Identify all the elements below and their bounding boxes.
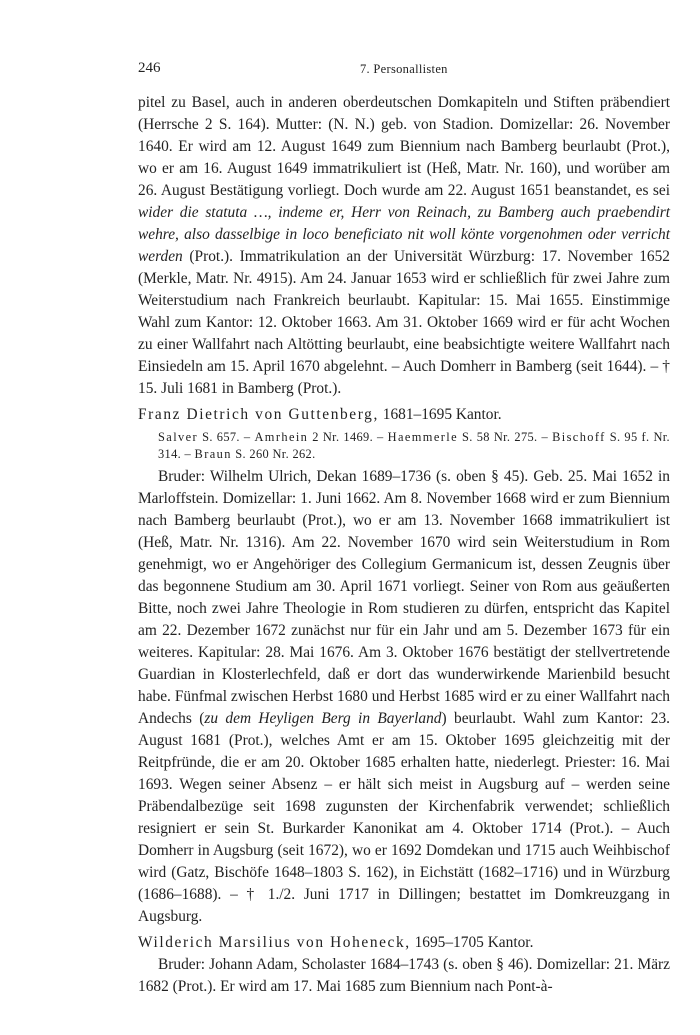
quoted-text: zu dem Heyligen Berg in Bayerland bbox=[204, 710, 442, 727]
lit-author: Amrhein bbox=[254, 430, 309, 444]
lit-author: Braun bbox=[194, 447, 232, 461]
entry-guttenberg-paragraph bbox=[138, 466, 670, 928]
lit-ref: S. 260 Nr. 262. bbox=[231, 447, 316, 461]
entry-title: 1695–1705 Kantor. bbox=[410, 934, 534, 951]
literature-references bbox=[138, 429, 670, 463]
lit-author: Haemmerle bbox=[387, 430, 459, 444]
lit-author: Bischoff bbox=[552, 430, 606, 444]
main-text bbox=[138, 92, 670, 998]
entry-name: Wilderich Marsilius von Hoheneck, bbox=[138, 934, 411, 951]
lit-ref: S. 95 f. Nr. 314. – bbox=[158, 430, 671, 461]
quoted-text: wider die statuta …, indeme er, Herr von Reinach, zu Bamberg auch praebendirt wehre, also dasselbige in loco beneficiato nit woll könte vorgenohmen oder verricht werden bbox=[138, 204, 670, 265]
entry-title: 1681–1695 Kantor. bbox=[378, 406, 502, 423]
lit-ref: 2 Nr. 1469. – bbox=[308, 430, 388, 444]
lit-ref: S. 657. – bbox=[198, 430, 255, 444]
running-head: 7. Personallisten bbox=[360, 62, 448, 76]
entry-name: Franz Dietrich von Guttenberg, bbox=[138, 406, 379, 423]
lit-author: Salver bbox=[158, 430, 199, 444]
paragraph-text: ) beurlaubt. Wahl zum Kantor: 23. August 1681 (Prot.), welches Amt er am 15. Oktober 1695 gleichzeitig mit der Reitpfründe, die er am 20. Oktober 1685 erhalten hatte, niederlegt. Priester: 16. Mai 1693. Wegen seiner Absenz – er hält sich meist in Augsburg auf – werden seine Präbendalbezüge seit 1698 zugunsten der Kirchenfabrik verwendet; schließlich resigniert er sein St. Burkarder Kanonikat am 4. Oktober 1714 (Prot.). – Auch Domherr in Augsburg (seit 1672), wo er 1692 Domdekan und 1715 auch Weihbischof wird (Gatz, Bischöfe 1648–1803 S. 162), in Eichstätt (1682–1716) und in Würzburg (1686–1688). – † 1./2. Juni 1717 in Dillingen; bestattet im Domkreuzgang in Augsburg. bbox=[138, 710, 671, 925]
entry-hoheneck-paragraph: Bruder: Johann Adam, Scholaster 1684–1743 (s. oben § 46). Domizellar: 21. März 1682 (Prot.). Er wird am 17. Mai 1685 zum Biennium nach Pont-à- bbox=[138, 956, 670, 995]
lit-ref: S. 58 Nr. 275. – bbox=[458, 430, 553, 444]
entry-reinach-paragraph bbox=[138, 92, 670, 400]
paragraph-text: Bruder: Wilhelm Ulrich, Dekan 1689–1736 (s. oben § 45). Geb. 25. Mai 1652 in Marloffstein. Domizellar: 1. Juni 1662. Am 8. November 1668 wird er zum Biennium nach Bamberg beurlaubt (Prot.), wo er am 13. November 1668 immatrikuliert ist (Heß, Matr. Nr. 1316). Am 22. November 1670 wird sein Weiterstudium in Rom genehmigt, wo er Angehöriger des Collegium Germanicum ist, dessen Zeugnis über das begonnene Studium am 30. April 1671 vorliegt. Seiner von Rom aus geäußerten Bitte, noch zwei Jahre Theologie in Rom studieren zu dürfen, entspricht das Kapitel am 22. Dezember 1672 zunächst nur für ein Jahr und am 5. Dezember 1673 für ein weiteres. Kapitular: 28. Mai 1676. Am 3. Oktober 1676 bestätigt der stellvertretende Guardian in Klosterlechfeld, daß er dort das wunderwirkende Marienbild besucht habe. Fünfmal zwischen Herbst 1680 und Herbst 1685 wird er zu einer Wallfahrt nach Andechs ( bbox=[138, 468, 670, 727]
paragraph-text: pitel zu Basel, auch in anderen oberdeutschen Domkapiteln und Stiften präbendiert (Herrsche 2 S. 164). Mutter: (N. N.) geb. von Stadion. Domizellar: 26. November 1640. Er wird am 12. August 1649 zum Biennium nach Bamberg beurlaubt (Prot.), wo er am 16. August 1649 immatrikuliert ist (Heß, Matr. Nr. 160), und worüber am 26. August Bestätigung vorliegt. Doch wurde am 22. August 1651 beanstandet, es sei bbox=[138, 94, 670, 199]
paragraph-text: (Prot.). Immatrikulation an der Universität Würzburg: 17. November 1652 (Merkle, Matr. Nr. 4915). Am 24. Januar 1653 wird er schließlich für zwei Jahre zum Weiterstudium nach Frankreich beurlaubt. Kapitular: 15. Mai 1655. Einstimmige Wahl zum Kantor: 12. Oktober 1663. Am 31. Oktober 1669 wird er für acht Wochen zu einer Wallfahrt nach Altötting beurlaubt, eine beabsichtigte weitere Wallfahrt nach Einsiedeln am 15. April 1670 abgelehnt. – Auch Domherr in Bamberg (seit 1644). – † 15. Juli 1681 in Bamberg (Prot.). bbox=[138, 248, 670, 397]
entry-heading-guttenberg bbox=[138, 404, 670, 426]
page-number: 246 bbox=[138, 60, 161, 76]
entry-heading-hoheneck bbox=[138, 932, 670, 954]
